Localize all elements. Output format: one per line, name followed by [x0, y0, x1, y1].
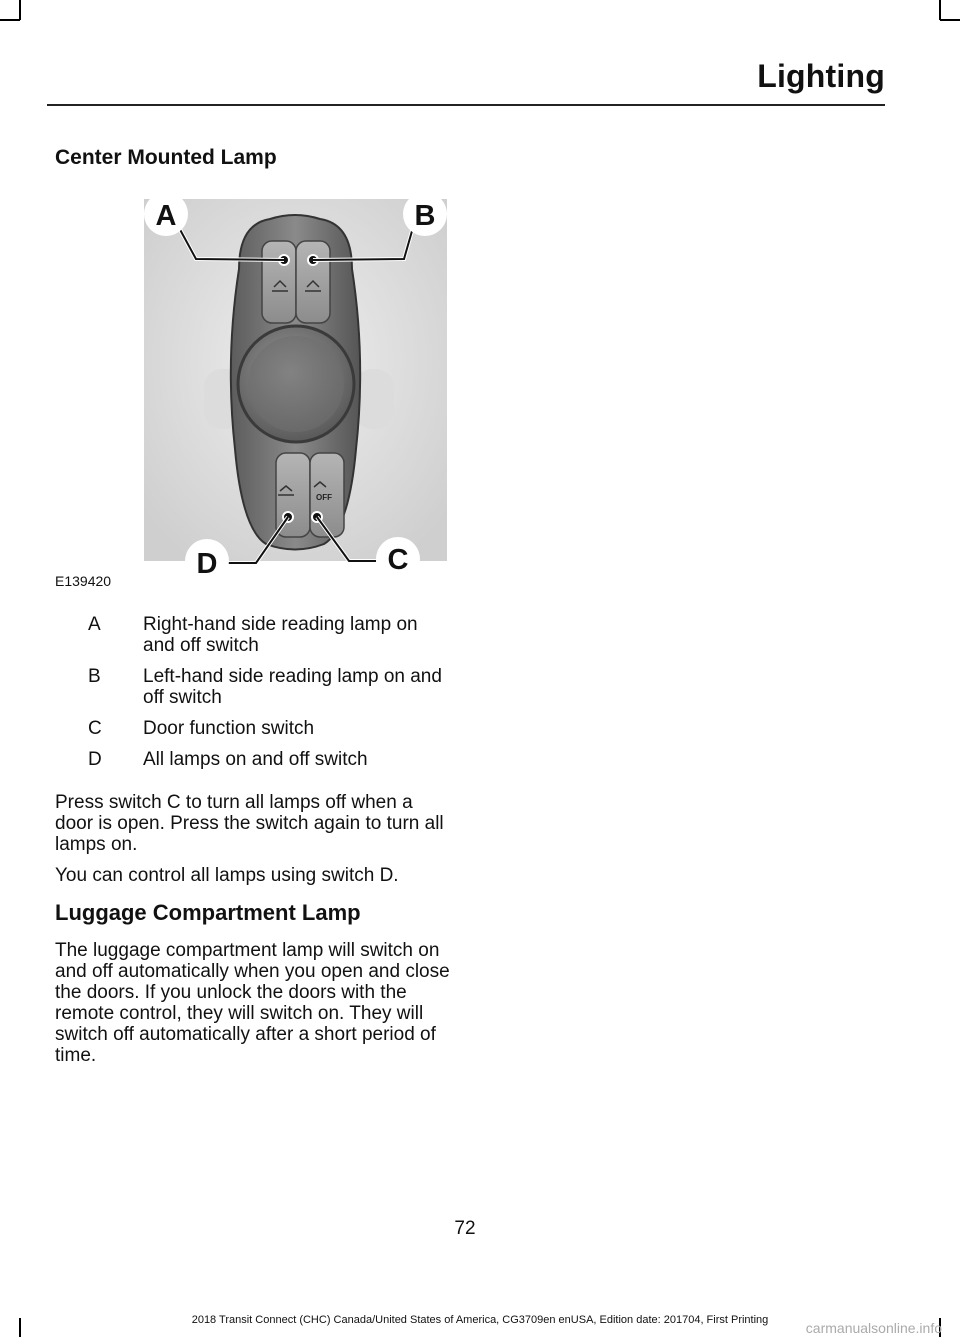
legend-key: D	[88, 749, 102, 770]
luggage-compartment-lamp-heading: Luggage Compartment Lamp	[55, 900, 361, 925]
callout-a: A	[155, 200, 177, 232]
legend-key: A	[88, 614, 101, 635]
crop-mark	[940, 19, 960, 21]
legend-key: C	[88, 718, 102, 739]
legend-key: B	[88, 666, 101, 687]
callout-b: B	[414, 200, 436, 232]
callout-d: D	[196, 548, 218, 580]
legend-text: Door function switch	[143, 718, 315, 739]
body-paragraph: Press switch C to turn all lamps off when a door is open. Press the switch again to turn all lamps on.	[55, 792, 444, 855]
figure-code: E139420	[55, 573, 112, 589]
legend-text: All lamps on and off switch	[143, 749, 368, 770]
body-paragraph: You can control all lamps using switch D.	[55, 865, 399, 886]
legend-item	[55, 614, 450, 656]
crop-mark	[0, 19, 20, 21]
document-footer: 2018 Transit Connect (CHC) Canada/United States of America, CG3709en enUSA, Edition date: 201704, First Printing	[191, 1314, 769, 1326]
callout-c: C	[387, 544, 409, 576]
legend-item	[55, 666, 450, 708]
crop-mark	[939, 0, 941, 20]
legend-item	[55, 749, 450, 770]
page-number: 72	[454, 1218, 476, 1239]
callout-legend	[55, 614, 450, 780]
crop-mark	[19, 0, 21, 20]
legend-text: Left-hand side reading lamp on and off switch	[143, 666, 442, 708]
center-mounted-lamp-heading: Center Mounted Lamp	[55, 146, 277, 169]
center-lamp-diagram	[144, 199, 447, 580]
body-paragraph: The luggage compartment lamp will switch on and off automatically when you open and close the doors. If you unlock the doors with the remote control, they will switch on. They will switch off automatically after a short period of time.	[55, 940, 450, 1066]
legend-text: Right-hand side reading lamp on and off switch	[143, 614, 418, 656]
off-label: OFF	[316, 493, 332, 502]
page-section-title: Lighting	[757, 58, 885, 94]
legend-item	[55, 718, 450, 739]
header-divider	[47, 104, 885, 106]
watermark: carmanualsonline.info	[805, 1320, 942, 1336]
